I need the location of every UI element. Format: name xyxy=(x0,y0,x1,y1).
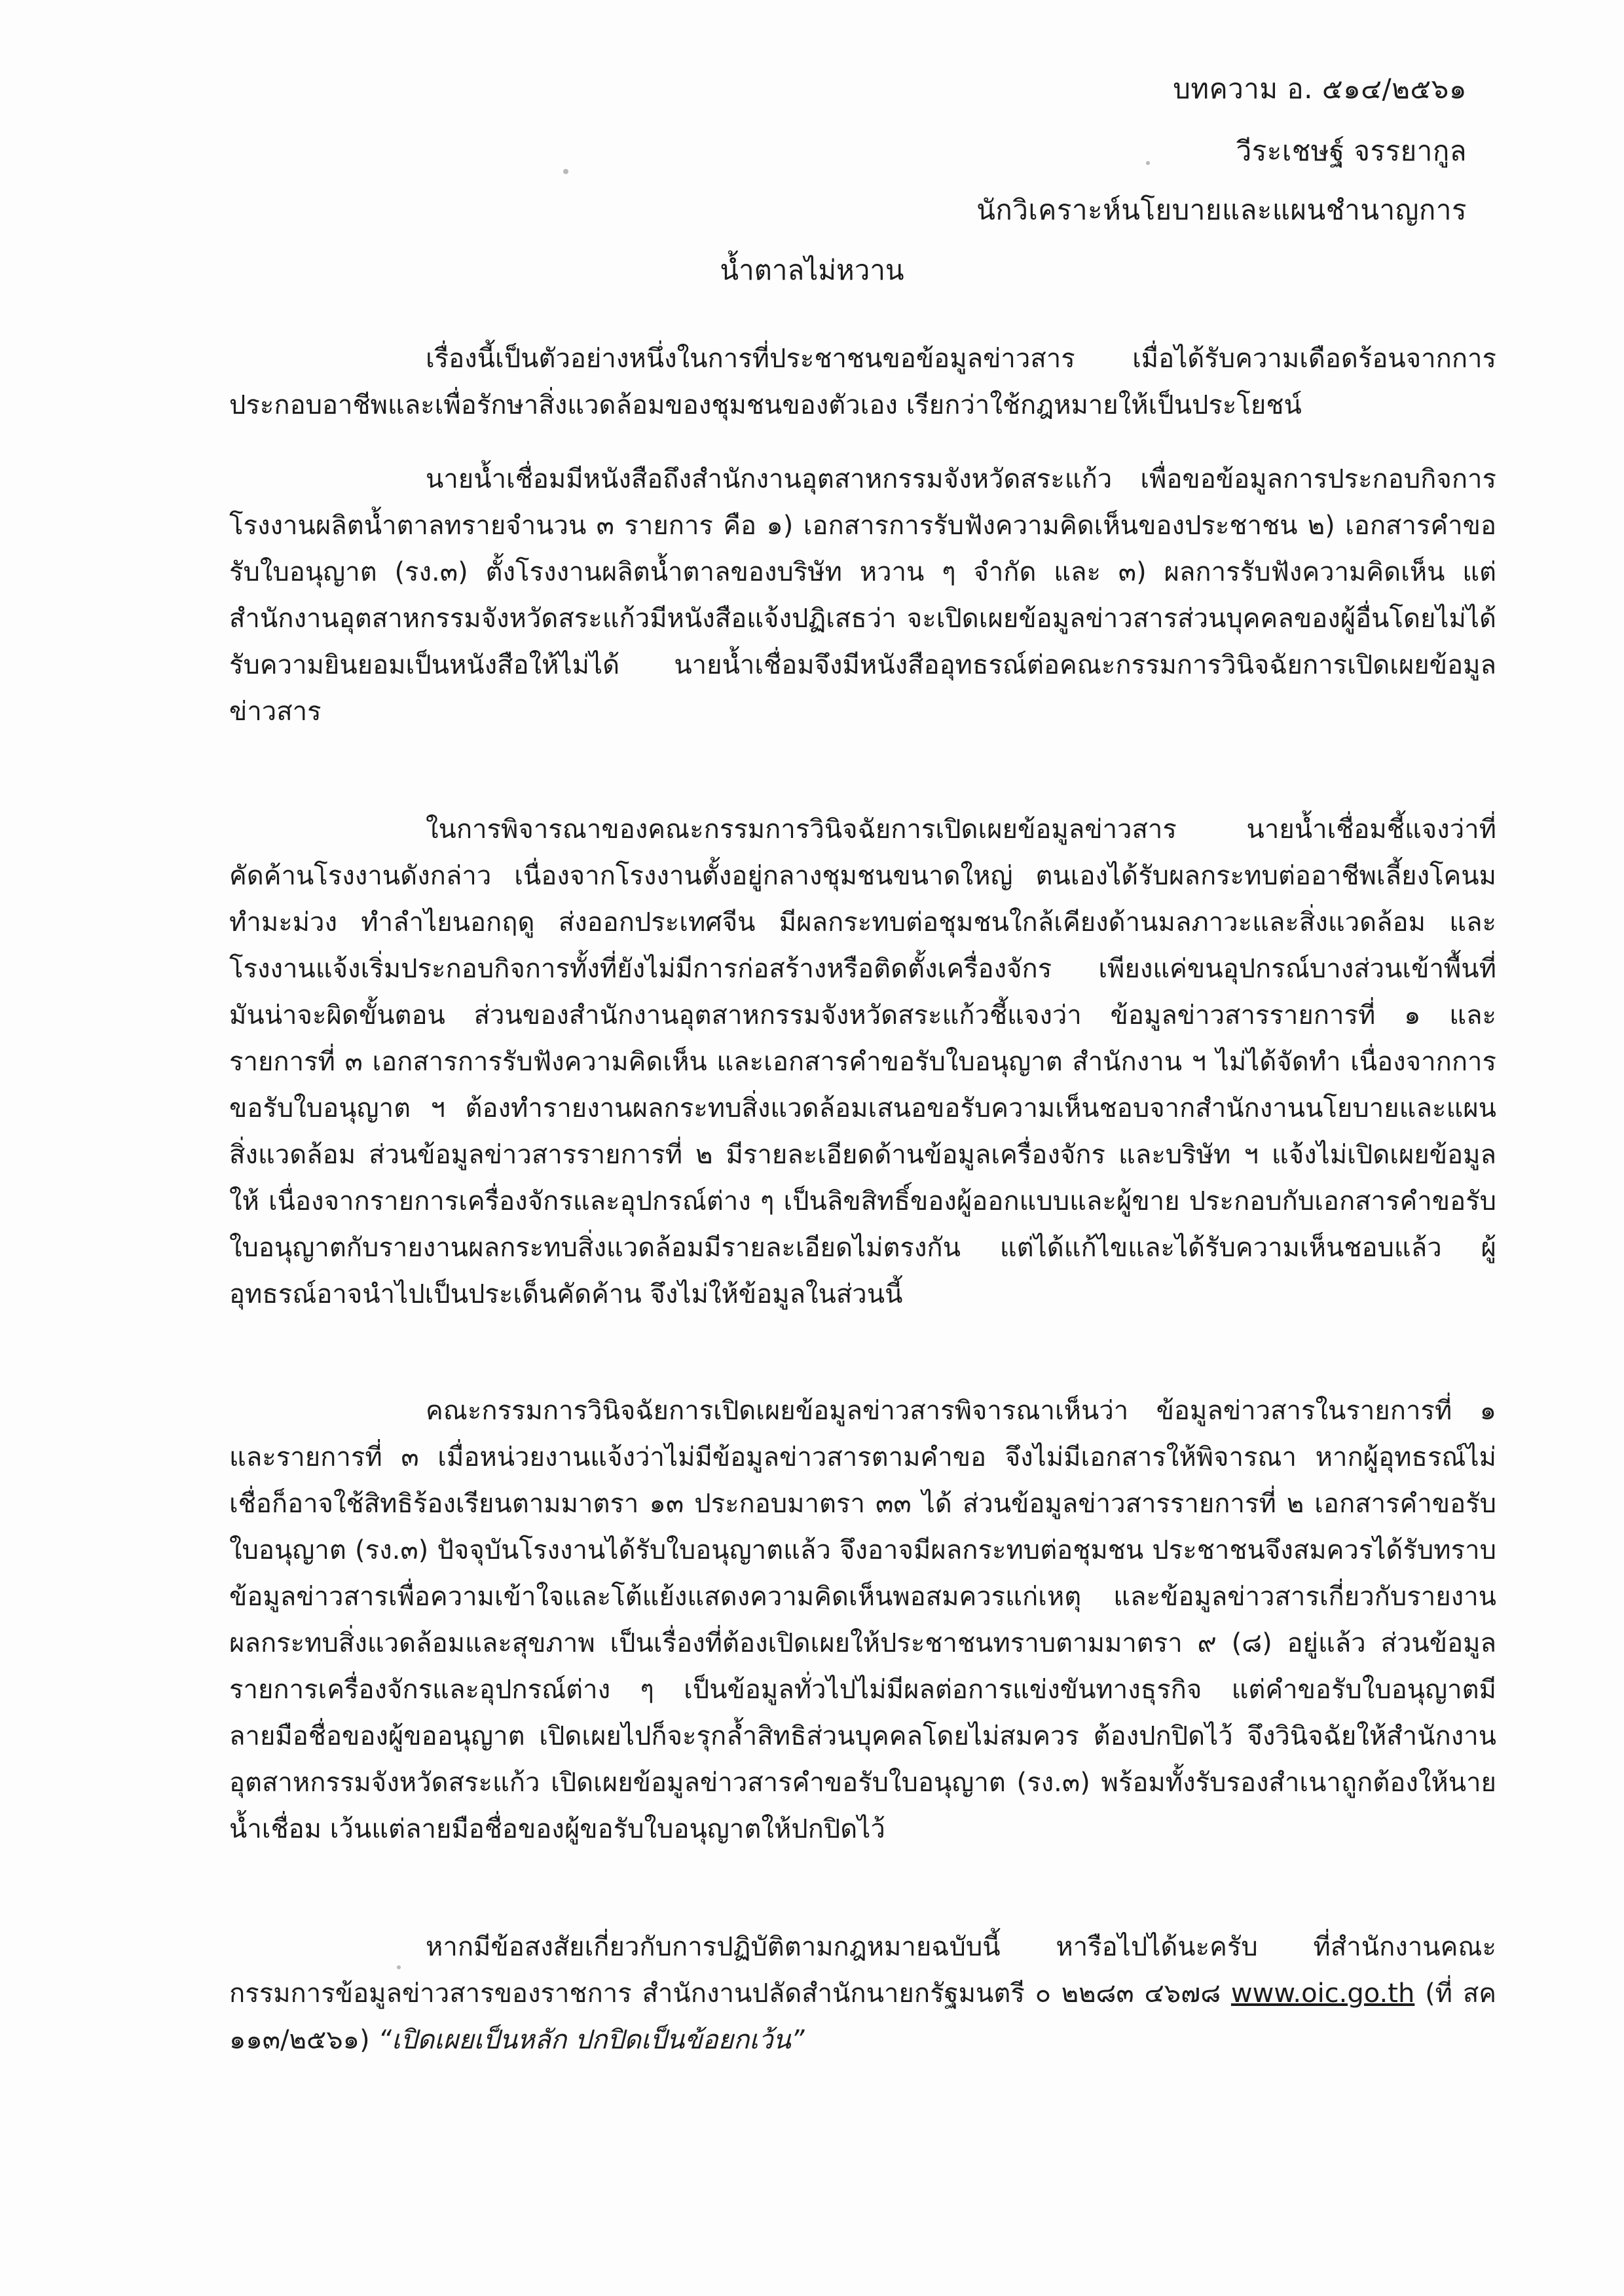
website-link[interactable]: www.oic.go.th xyxy=(1230,1978,1415,2009)
paragraph-intro: เรื่องนี้เป็นตัวอย่างหนึ่งในการที่ประชาชนขอข้อมูลข่าวสาร เมื่อได้รับความเดือดร้อนจากการประกอบอาชีพและเพื่อรักษาสิ่งแวดล้อมของชุมชนของตัวเอง เรียกว่าใช้กฎหมายให้เป็นประโยชน์ xyxy=(229,344,1496,420)
footer-slogan: “เปิดเผยเป็นหลัก ปกปิดเป็นข้อยกเว้น” xyxy=(378,2025,805,2055)
author-name: วีระเชษฐ์ จรรยากูล xyxy=(1236,135,1467,167)
footer-reference: (ที่ สค ๑๑๓/๒๕๖๑) xyxy=(229,1978,1497,2055)
scan-speck xyxy=(397,1965,401,1969)
author-position: นักวิเคราะห์นโยบายและแผนชำนาญการ xyxy=(976,194,1467,226)
footer-text: หากมีข้อสงสัยเกี่ยวกับการปฏิบัติตามกฎหมายฉบับนี้ หารือไปได้นะครับ ที่สำนักงานคณะกรรมการข้อมูลข่าวสารของราชการ สำนักงานปลัดสำนักนายกรัฐมนตรี ๐ ๒๒๘๓ ๔๖๗๘ xyxy=(229,1932,1496,2009)
scan-speck xyxy=(1146,161,1150,165)
paragraph-decision: คณะกรรมการวินิจฉัยการเปิดเผยข้อมูลข่าวสารพิจารณาเห็นว่า ข้อมูลข่าวสารในรายการที่ ๑ และรายการที่ ๓ เมื่อหน่วยงานแจ้งว่าไม่มีข้อมูลข่าวสารตามคำขอ จึงไม่มีเอกสารให้พิจารณา หากผู้อุทธรณ์ไม่เชื่อก็อาจใช้สิทธิร้องเรียนตามมาตรา ๑๓ ประกอบมาตรา ๓๓ ได้ ส่วนข้อมูลข่าวสารรายการที่ ๒ เอกสารคำขอรับใบอนุญาต (รง.๓) ปัจจุบันโรงงานได้รับใบอนุญาตแล้ว จึงอาจมีผลกระทบต่อชุมชน ประชาชนจึงสมควรได้รับทราบข้อมูลข่าวสารเพื่อความเข้าใจและโต้แย้งแสดงความคิดเห็นพอสมควรแก่เหตุ และข้อมูลข่าวสารเกี่ยวกับรายงานผลกระทบสิ่งแวดล้อมและสุขภาพ เป็นเรื่องที่ต้องเปิดเผยให้ประชาชนทราบตามมาตรา ๙ (๘) อยู่แล้ว ส่วนข้อมูลรายการเครื่องจักรและอุปกรณ์ต่าง ๆ เป็นข้อมูลทั่วไปไม่มีผลต่อการแข่งขันทางธุรกิจ แต่คำขอรับใบอนุญาตมีลายมือชื่อของผู้ขออนุญาต เปิดเผยไปก็จะรุกล้ำสิทธิส่วนบุคคลโดยไม่สมควร ต้องปกปิดไว้ จึงวินิจฉัยให้สำนักงานอุตสาหกรรมจังหวัดสระแก้ว เปิดเผยข้อมูลข่าวสารคำขอรับใบอนุญาต (รง.๓) พร้อมทั้งรับรองสำเนาถูกต้องให้นายน้ำเชื่อม เว้นแต่ลายมือชื่อของผู้ขอรับใบอนุญาตให้ปกปิดไว้ xyxy=(229,1396,1496,1844)
article-number: บทความ อ. ๕๑๔/๒๕๖๑ xyxy=(1173,73,1467,105)
footer-contact xyxy=(229,1924,1496,2064)
scan-speck xyxy=(563,169,568,174)
document-title: น้ำตาลไม่หวาน xyxy=(720,254,904,286)
paragraph-hearing: ในการพิจารณาของคณะกรรมการวินิจฉัยการเปิดเผยข้อมูลข่าวสาร นายน้ำเชื่อมชี้แจงว่าที่คัดค้านโรงงานดังกล่าว เนื่องจากโรงงานตั้งอยู่กลางชุมชนขนาดใหญ่ ตนเองได้รับผลกระทบต่ออาชีพเลี้ยงโคนม ทำมะม่วง ทำลำไยนอกฤดู ส่งออกประเทศจีน มีผลกระทบต่อชุมชนใกล้เคียงด้านมลภาวะและสิ่งแวดล้อม และโรงงานแจ้งเริ่มประกอบกิจการทั้งที่ยังไม่มีการก่อสร้างหรือติดตั้งเครื่องจักร เพียงแค่ขนอุปกรณ์บางส่วนเข้าพื้นที่ มันน่าจะผิดขั้นตอน ส่วนของสำนักงานอุตสาหกรรมจังหวัดสระแก้วชี้แจงว่า ข้อมูลข่าวสารรายการที่ ๑ และรายการที่ ๓ เอกสารการรับฟังความคิดเห็น และเอกสารคำขอรับใบอนุญาต สำนักงาน ฯ ไม่ได้จัดทำ เนื่องจากการขอรับใบอนุญาต ฯ ต้องทำรายงานผลกระทบสิ่งแวดล้อมเสนอขอรับความเห็นชอบจากสำนักงานนโยบายและแผนสิ่งแวดล้อม ส่วนข้อมูลข่าวสารรายการที่ ๒ มีรายละเอียดด้านข้อมูลเครื่องจักร และบริษัท ฯ แจ้งไม่เปิดเผยข้อมูลให้ เนื่องจากรายการเครื่องจักรและอุปกรณ์ต่าง ๆ เป็นลิขสิทธิ์ของผู้ออกแบบและผู้ขาย ประกอบกับเอกสารคำขอรับใบอนุญาตกับรายงานผลกระทบสิ่งแวดล้อมมีรายละเอียดไม่ตรงกัน แต่ได้แก้ไขและได้รับความเห็นชอบแล้ว ผู้อุทธรณ์อาจนำไปเป็นประเด็นคัดค้าน จึงไม่ให้ข้อมูลในส่วนนี้ xyxy=(229,814,1496,1309)
paragraph-request: นายน้ำเชื่อมมีหนังสือถึงสำนักงานอุตสาหกรรมจังหวัดสระแก้ว เพื่อขอข้อมูลการประกอบกิจการโรงงานผลิตน้ำตาลทรายจำนวน ๓ รายการ คือ ๑) เอกสารการรับฟังความคิดเห็นของประชาชน ๒) เอกสารคำขอรับใบอนุญาต (รง.๓) ตั้งโรงงานผลิตน้ำตาลของบริษัท หวาน ๆ จำกัด และ ๓) ผลการรับฟังความคิดเห็น แต่สำนักงานอุตสาหกรรมจังหวัดสระแก้วมีหนังสือแจ้งปฏิเสธว่า จะเปิดเผยข้อมูลข่าวสารส่วนบุคคลของผู้อื่นโดยไม่ได้รับความยินยอมเป็นหนังสือให้ไม่ได้ นายน้ำเชื่อมจึงมีหนังสืออุทธรณ์ต่อคณะกรรมการวินิจฉัยการเปิดเผยข้อมูลข่าวสาร xyxy=(229,464,1496,727)
